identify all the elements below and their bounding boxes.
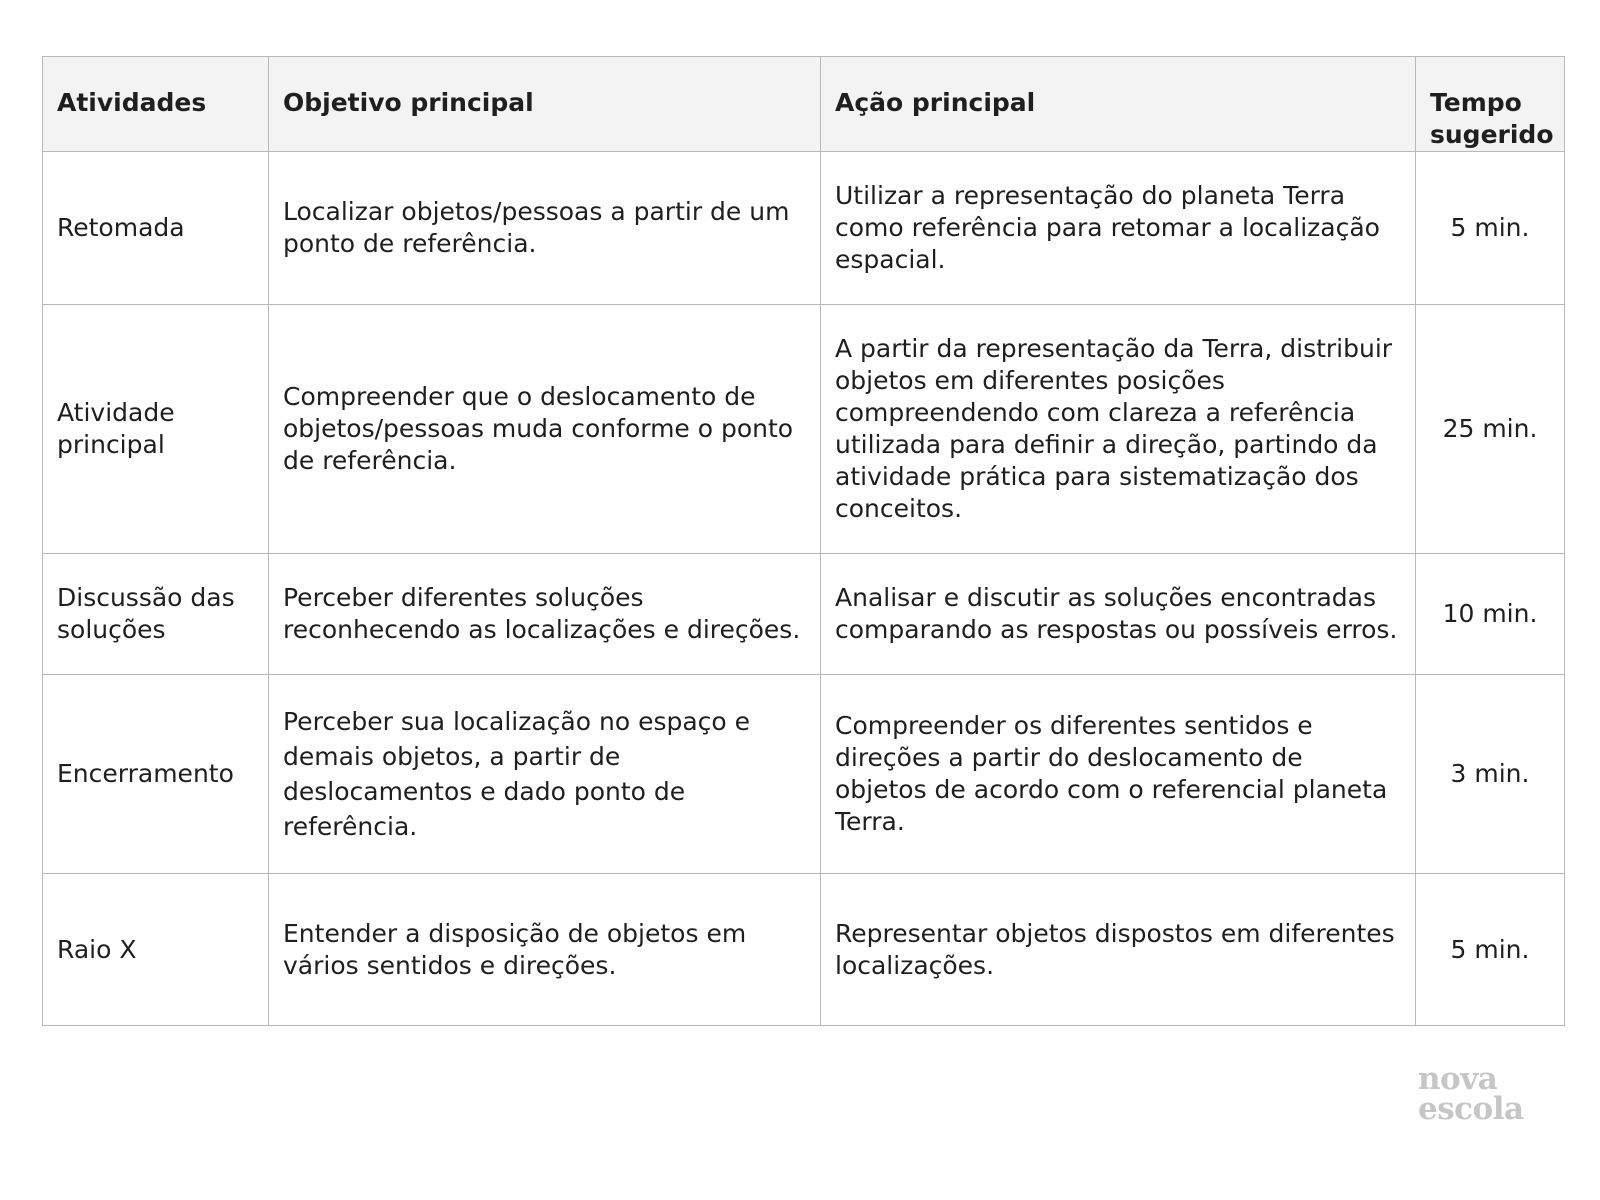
cell-acao: A partir da representação da Terra, distribuir objetos em diferentes posições compreendendo com clareza a referência utilizada para definir a direção, partindo da atividade prática para sistematização dos conceitos. (821, 305, 1416, 554)
cell-atividade: Raio X (43, 874, 269, 1026)
header-acao-principal: Ação principal (821, 57, 1416, 152)
cell-atividade: Retomada (43, 152, 269, 305)
cell-tempo: 3 min. (1416, 675, 1565, 874)
cell-objetivo: Entender a disposição de objetos em vários sentidos e direções. (269, 874, 821, 1026)
table-header-row (43, 57, 1565, 152)
cell-acao: Compreender os diferentes sentidos e direções a partir do deslocamento de objetos de acordo com o referencial planeta Terra. (821, 675, 1416, 874)
cell-tempo: 25 min. (1416, 305, 1565, 554)
cell-acao: Representar objetos dispostos em diferentes localizações. (821, 874, 1416, 1026)
header-objetivo-principal: Objetivo principal (269, 57, 821, 152)
cell-acao: Utilizar a representação do planeta Terra como referência para retomar a localização espacial. (821, 152, 1416, 305)
cell-objetivo: Perceber sua localização no espaço e demais objetos, a partir de deslocamentos e dado ponto de referência. (269, 675, 821, 874)
nova-escola-logo (1418, 1061, 1524, 1127)
cell-tempo: 10 min. (1416, 554, 1565, 675)
cell-atividade: Encerramento (43, 675, 269, 874)
table-row (43, 874, 1565, 1026)
cell-objetivo: Localizar objetos/pessoas a partir de um ponto de referência. (269, 152, 821, 305)
table-row (43, 305, 1565, 554)
cell-acao: Analisar e discutir as soluções encontradas comparando as respostas ou possíveis erros. (821, 554, 1416, 675)
cell-tempo: 5 min. (1416, 874, 1565, 1026)
table-row (43, 152, 1565, 305)
cell-tempo: 5 min. (1416, 152, 1565, 305)
header-tempo-sugerido: Tempo sugerido (1416, 57, 1565, 152)
table-row (43, 554, 1565, 675)
table-row (43, 675, 1565, 874)
cell-objetivo: Compreender que o deslocamento de objetos/pessoas muda conforme o ponto de referência. (269, 305, 821, 554)
header-atividades: Atividades (43, 57, 269, 152)
cell-atividade: Atividade principal (43, 305, 269, 554)
cell-atividade: Discussão das soluções (43, 554, 269, 675)
cell-objetivo: Perceber diferentes soluções reconhecendo as localizações e direções. (269, 554, 821, 675)
lesson-plan-table (42, 56, 1565, 1026)
logo-line-escola: escola (1418, 1091, 1524, 1127)
logo-line-nova: nova (1418, 1061, 1498, 1097)
